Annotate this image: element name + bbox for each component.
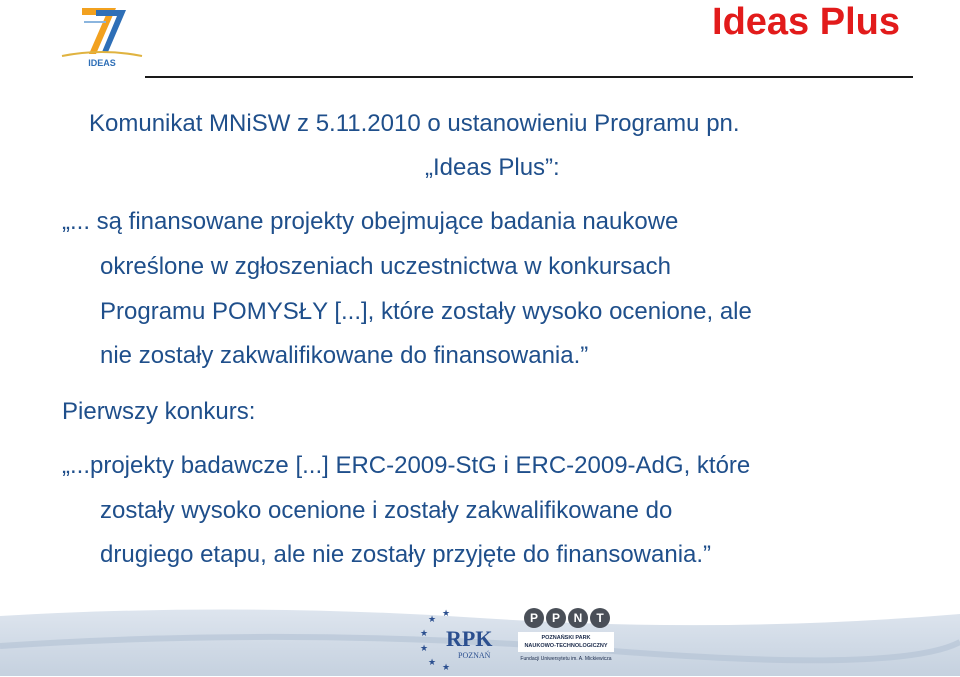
fp7-logo-icon: [56, 2, 148, 70]
svg-text:★: ★: [420, 644, 429, 654]
ppnt-line-2: NAUKOWO-TECHNOLOGICZNY: [524, 643, 608, 649]
ppnt-subtext: Fundacji Uniwersytetu im. A. Mickiewicza: [520, 656, 612, 662]
quote-line: „... są finansowane projekty obejmujące badania naukowe: [62, 208, 679, 235]
ppnt-letter: P: [529, 611, 539, 625]
first-contest-line: drugiego etapu, ale nie zostały przyjęte do finansowania.”: [100, 541, 712, 568]
rpk-stars-icon: [418, 608, 508, 670]
ppnt-line-1: POZNAŃSKI PARK: [541, 635, 591, 641]
first-contest-line: „...projekty badawcze [...] ERC-2009-StG i ERC-2009-AdG, które: [62, 452, 751, 479]
rpk-logo-subtext: POZNAŃ: [458, 651, 491, 660]
first-contest-line: zostały wysoko ocenione i zostały zakwalifikowane do: [100, 497, 673, 524]
page-title: Ideas Plus: [712, 1, 900, 43]
logo-ideas-text: IDEAS: [88, 58, 116, 68]
quote-line: Programu POMYSŁY [...], które zostały wysoko ocenione, ale: [100, 298, 752, 325]
svg-text:★: ★: [420, 629, 429, 639]
fp7-ideas-logo: [56, 2, 148, 70]
ppnt-letter: T: [596, 611, 604, 625]
quote-line: określone w zgłoszeniach uczestnictwa w konkursach: [100, 253, 671, 280]
quote-line: nie zostały zakwalifikowane do finansowania.”: [100, 342, 589, 369]
svg-text:★: ★: [428, 615, 437, 625]
svg-text:★: ★: [442, 609, 451, 619]
ppnt-logo: [512, 606, 620, 672]
ppnt-letter: P: [551, 611, 561, 625]
title-divider: [145, 76, 913, 78]
rpk-logo-text: RPK: [446, 626, 493, 651]
svg-text:★: ★: [442, 663, 451, 670]
intro-line-2: „Ideas Plus”:: [425, 154, 560, 181]
svg-text:★: ★: [428, 658, 437, 668]
ppnt-letter: N: [573, 611, 583, 625]
first-contest-label: Pierwszy konkurs:: [62, 398, 256, 425]
intro-line-1: Komunikat MNiSW z 5.11.2010 o ustanowieniu Programu pn.: [89, 110, 740, 137]
rpk-logo: [418, 608, 508, 670]
